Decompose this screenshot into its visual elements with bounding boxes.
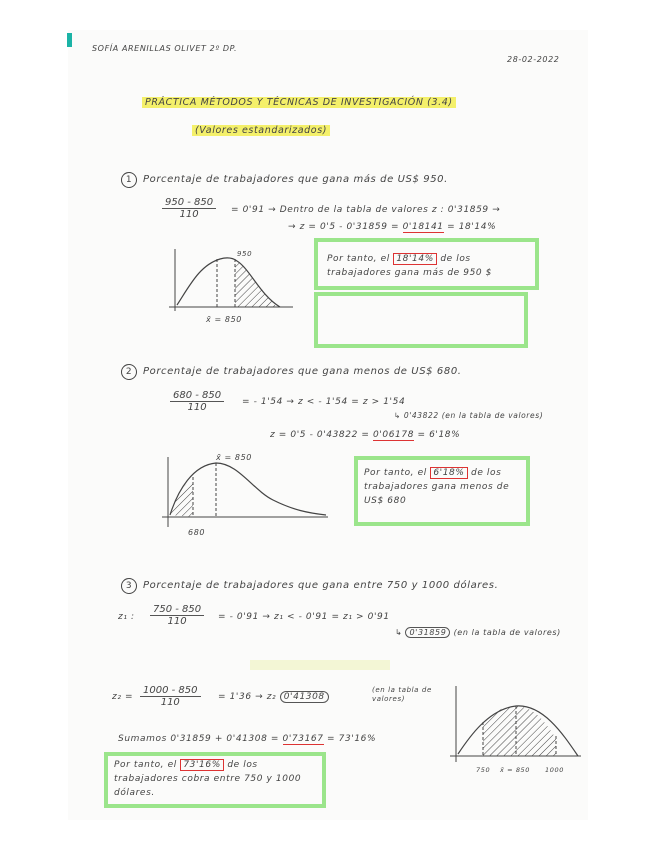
page-title: PRÁCTICA MÉTODOS Y TÉCNICAS DE INVESTIGACIÓN (3.4): [142, 97, 456, 108]
q2-fraction: $\frac{680 - 850}{110}$: [170, 390, 224, 413]
q3-statement: 3 Porcentaje de trabajadores que gana entre 750 y 1000 dólares.: [121, 578, 498, 594]
q1-equation-1: = 0'91 → Dentro de la tabla de valores z : 0'31859 →: [231, 205, 501, 215]
q3-z1-table: ↳ 0'31859 (en la tabla de valores): [395, 628, 561, 637]
q1-graph-mean: x̄ = 850: [206, 315, 242, 324]
q3-graph-label-750: 750: [476, 766, 491, 774]
q3-z1-label: z₁ :: [118, 612, 135, 622]
q2-graph-mean: x̄ = 850: [216, 453, 252, 462]
q3-normal-curve: [448, 684, 583, 768]
q3-graph-mean: x̄ = 850: [500, 766, 531, 774]
q2-equation-1: = - 1'54 → z < - 1'54 = z > 1'54: [242, 397, 406, 407]
q3-graph-label-1000: 1000: [545, 766, 564, 774]
q3-z1-fraction: $\frac{750 - 850}{110}$: [150, 604, 204, 627]
q3-sum: Sumamos 0'31859 + 0'41308 = 0'73167 = 73'16%: [118, 734, 377, 744]
q3-z1-equation: = - 0'91 → z₁ < - 0'91 = z₁ > 0'91: [218, 612, 390, 622]
q1-statement: 1 Porcentaje de trabajadores que gana más de US$ 950.: [121, 172, 448, 188]
q1-equation-2: → z = 0'5 - 0'31859 = 0'18141 = 18'14%: [288, 222, 497, 232]
q1-conclusion: Por tanto, el 18'14% de los trabajadores gana más de 950 $: [327, 254, 493, 278]
page-subtitle: (Valores estandarizados): [192, 125, 330, 136]
author-name: SOFÍA ARENILLAS OLIVET 2º DP.: [92, 44, 238, 53]
q2-normal-curve: [158, 455, 333, 535]
date: 28-02-2022: [507, 55, 560, 64]
highlight-smear: [250, 660, 390, 670]
q2-table-value: ↳ 0'43822 (en la tabla de valores): [394, 411, 544, 420]
q1-normal-curve: [165, 245, 300, 325]
q2-graph-label-680: 680: [188, 528, 206, 537]
q1-empty-box: [314, 292, 528, 348]
q1-graph-label-950: 950: [237, 250, 253, 258]
q1-fraction: $\frac{950 - 850}{110}$: [162, 197, 216, 220]
q3-z2-note: (en la tabla de valores): [372, 686, 432, 703]
q3-conclusion: Por tanto, el 73'16% de los trabajadores cobra entre 750 y 1000 dólares.: [114, 760, 302, 798]
q2-statement: 2 Porcentaje de trabajadores que gana menos de US$ 680.: [121, 364, 462, 380]
q2-equation-2: z = 0'5 - 0'43822 = 0'06178 = 6'18%: [270, 430, 461, 440]
q2-conclusion: Por tanto, el 6'18% de los trabajadores gana menos de US$ 680: [364, 468, 510, 506]
q3-z2-fraction: $\frac{1000 - 850}{110}$: [140, 685, 201, 708]
q3-z2-label: z₂ =: [112, 692, 134, 702]
q3-z2-equation: = 1'36 → z₂ 0'41308: [218, 692, 329, 702]
page-tab-marker: [67, 33, 72, 47]
